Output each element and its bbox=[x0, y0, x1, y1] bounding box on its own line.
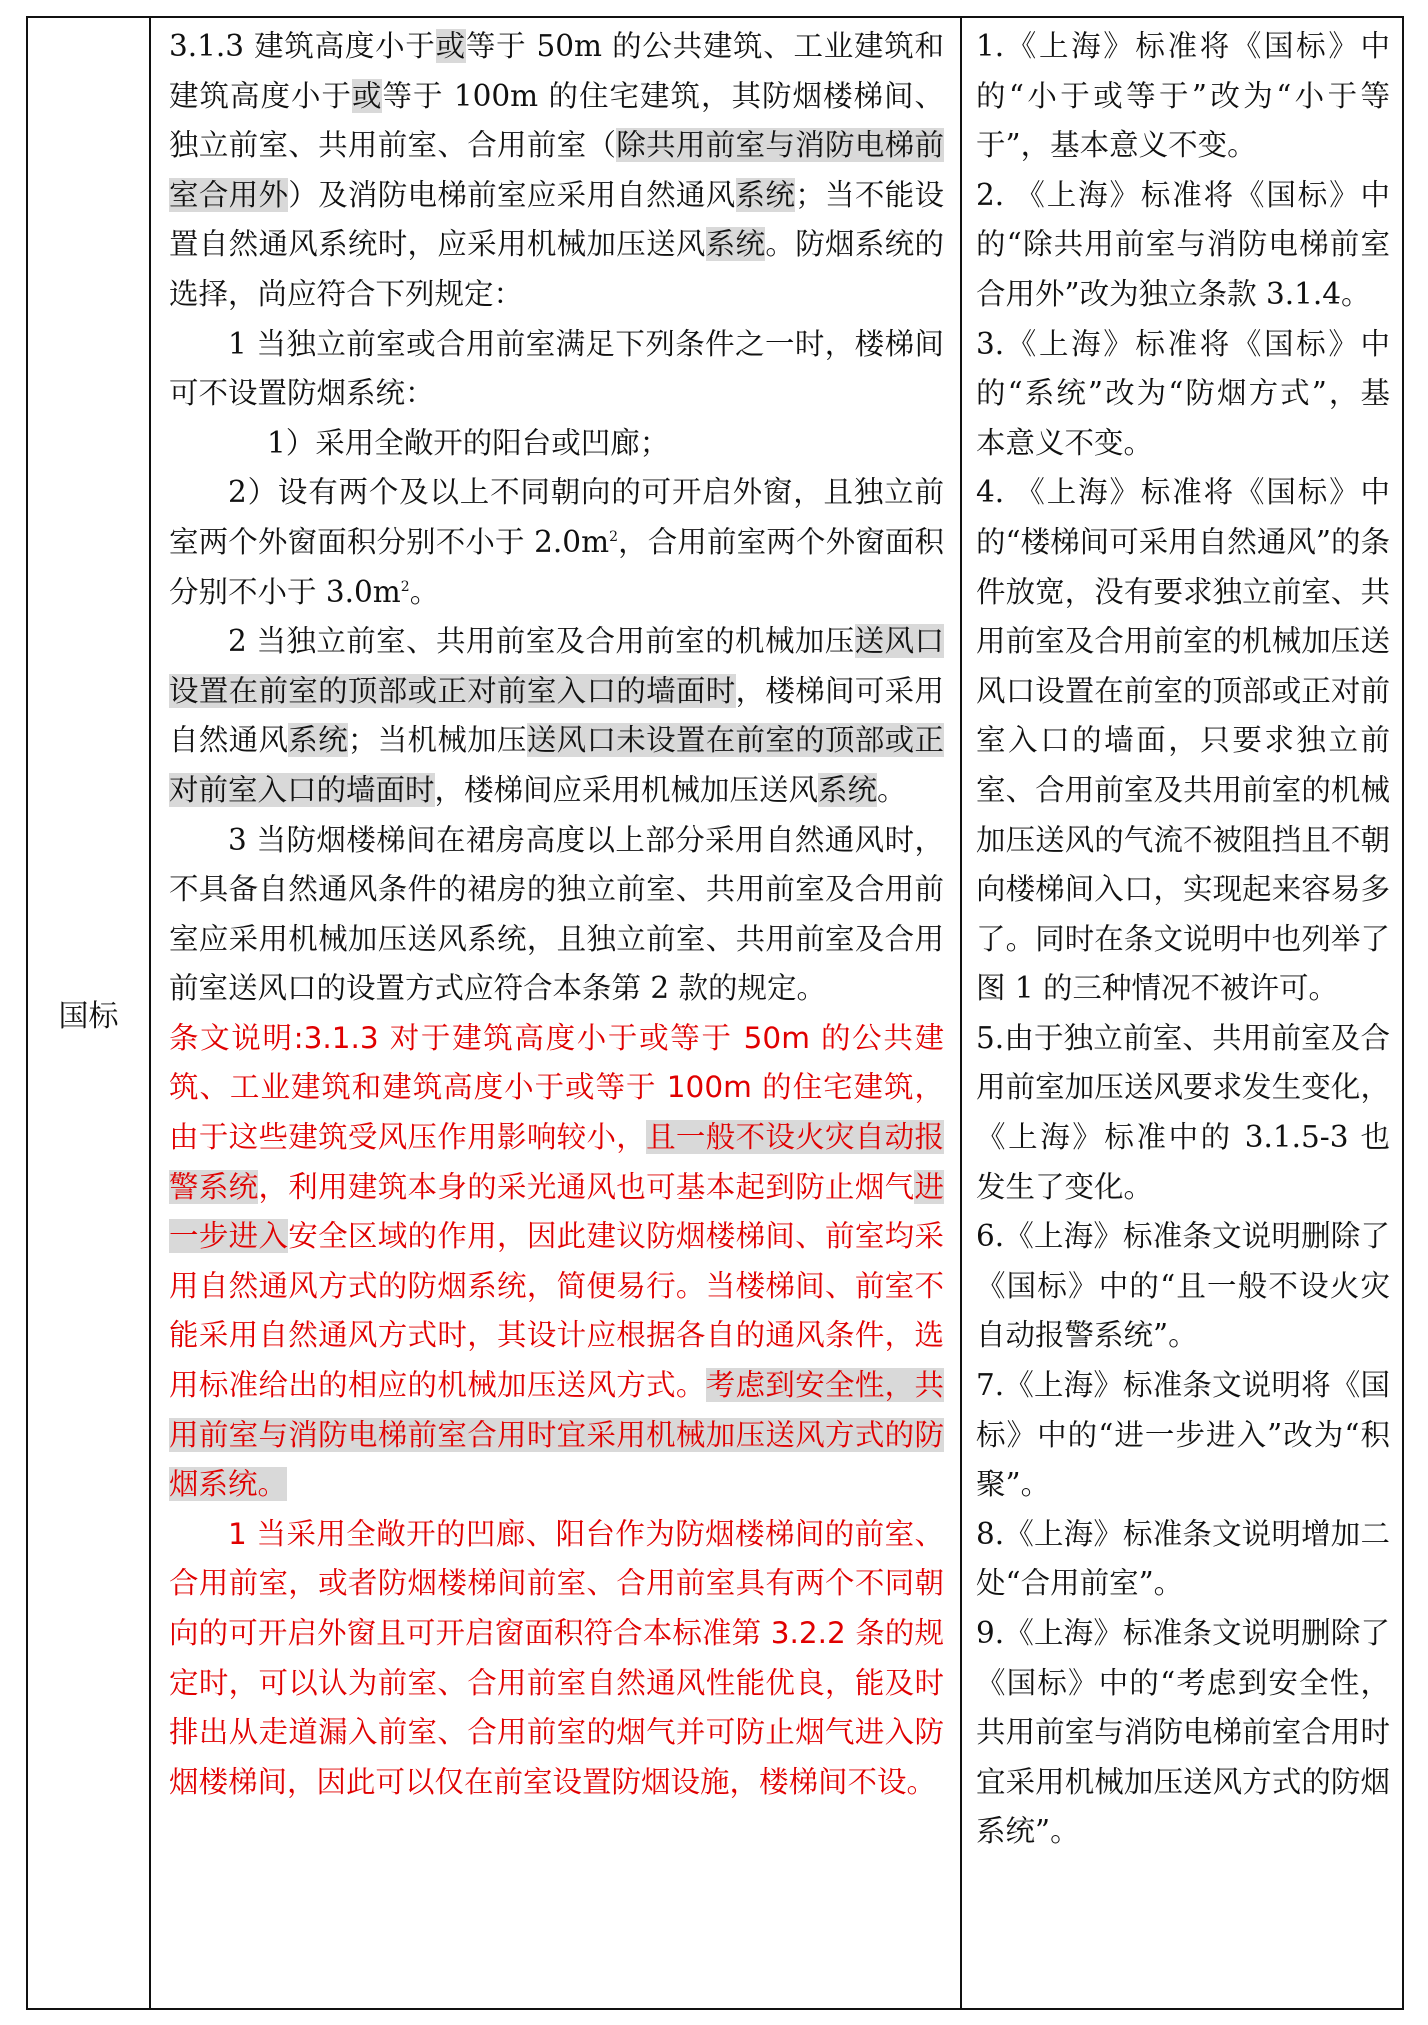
text-run: 等于 50m 的公共建筑、工业建筑和建筑高度小于 bbox=[169, 29, 944, 113]
standard-text-cell bbox=[151, 18, 962, 2008]
clause-item-1-2: 2）设有两个及以上不同朝向的可开启外窗，且独立前室两个外窗面积分别不小于 $2.0m^2$，合用前室两个外窗面积分别不小于 $3.0m^2$。 bbox=[169, 475, 944, 609]
clause-explanation-item-1: 1 当采用全敞开的凹廊、阳台作为防烟楼梯间的前室、合用前室，或者防烟楼梯间前室、合用前室具有两个不同朝向的可开启外窗且可开启窗面积符合本标准第 3.2.2 条的规定时，可以认为前室、合用前室自然通风性能优良，能及时排出从走道漏入前室、合用前室的烟气并可防止烟气进入防烟楼梯间，因此可以仅在前室设置防烟设施，楼梯间不设。 bbox=[169, 1516, 944, 1799]
note-item: 8.《上海》标准条文说明增加二处“合用前室”。 bbox=[976, 1516, 1390, 1601]
highlighted-text: 且一般不设火灾自动报警系统 bbox=[169, 1120, 944, 1204]
row-label: 国标 bbox=[58, 999, 119, 1034]
row-label-cell bbox=[28, 18, 151, 2008]
highlighted-text: 除共用前室与消防电梯前室合用外 bbox=[169, 128, 944, 212]
text-run: 安全区域的作用，因此建议防烟楼梯间、前室均采用自然通风方式的防烟系统，简便易行。当楼梯间、前室不能采用自然通风方式时，其设计应根据各自的通风条件，选用标准给出的相应的机械加压送风方式。 bbox=[169, 1219, 944, 1403]
highlighted-text: 系统 bbox=[818, 772, 878, 807]
clause-item-3: 3 当防烟楼梯间在裙房高度以上部分采用自然通风时，不具备自然通风条件的裙房的独立前室、共用前室及合用前室应采用机械加压送风系统，且独立前室、共用前室及合用前室送风口的设置方式应符合本条第 2 款的规定。 bbox=[169, 822, 944, 1006]
note-item: 9.《上海》标准条文说明删除了《国标》中的“考虑到安全性，共用前室与消防电梯前室合用时宜采用机械加压送风方式的防烟系统”。 bbox=[976, 1616, 1390, 1849]
note-item: 3.《上海》标准将《国标》中的“系统”改为“防烟方式”，基本意义不变。 bbox=[976, 326, 1390, 460]
comparison-table bbox=[26, 16, 1404, 2010]
note-item: 5.由于独立前室、共用前室及合用前室加压送风要求发生变化，《上海》标准中的 3.1.5-3 也发生了变化。 bbox=[976, 1020, 1390, 1204]
note-item: 7.《上海》标准条文说明将《国标》中的“进一步进入”改为“积聚”。 bbox=[976, 1368, 1390, 1502]
highlighted-text: 送风口设置在前室的顶部或正对前室入口的墙面时 bbox=[169, 624, 944, 708]
clause-item-1: 1 当独立前室或合用前室满足下列条件之一时，楼梯间可不设置防烟系统： bbox=[169, 326, 944, 411]
clause-explanation bbox=[169, 1014, 944, 1510]
highlighted-text: 送风口未设置在前室的顶部或正对前室入口的墙面时 bbox=[169, 723, 944, 807]
highlighted-text: 或 bbox=[351, 78, 383, 113]
highlighted-text: 系统 bbox=[288, 723, 348, 758]
clause-3-1-3 bbox=[169, 22, 944, 320]
text-run: ）及消防电梯前室应采用自然通风 bbox=[288, 177, 736, 212]
text-run: 。防烟系统的选择，尚应符合下列规定： bbox=[169, 227, 944, 311]
text-run: 2 当独立前室、共用前室及合用前室的机械加压 bbox=[228, 624, 855, 659]
highlighted-text: 进一步进入 bbox=[169, 1169, 944, 1254]
notes-cell bbox=[962, 18, 1402, 2008]
note-item: 2. 《上海》标准将《国标》中的“除共用前室与消防电梯前室合用外”改为独立条款 3.1.4。 bbox=[976, 177, 1390, 311]
text-run: ，楼梯间应采用机械加压送风 bbox=[434, 772, 819, 807]
text-run: 3.1.3 建筑高度小于 bbox=[169, 29, 436, 63]
highlighted-text: 或 bbox=[435, 29, 466, 63]
note-item: 1.《上海》标准将《国标》中的“小于或等于”改为“小于等于”，基本意义不变。 bbox=[976, 29, 1390, 163]
note-item: 6.《上海》标准条文说明删除了《国标》中的“且一般不设火灾自动报警系统”。 bbox=[976, 1219, 1390, 1353]
highlighted-text: 系统 bbox=[705, 227, 766, 262]
highlighted-text: 系统 bbox=[735, 177, 796, 212]
clause-item-1-1: 1）采用全敞开的阳台或凹廊； bbox=[267, 425, 670, 460]
text-run: ；当不能设置自然通风系统时，应采用机械加压送风 bbox=[169, 177, 944, 262]
text-run: ；当机械加压 bbox=[347, 723, 527, 758]
clause-item-2 bbox=[169, 617, 944, 815]
text-run: 条文说明:3.1.3 对于建筑高度小于或等于 50m 的公共建筑、工业建筑和建筑高度小于或等于 100m 的住宅建筑，由于这些建筑受风压作用影响较小， bbox=[169, 1020, 944, 1155]
text-run: ，楼梯间可采用自然通风 bbox=[169, 673, 944, 758]
note-item: 4. 《上海》标准将《国标》中的“楼梯间可采用自然通风”的条件放宽，没有要求独立前室、共用前室及合用前室的机械加压送风口设置在前室的顶部或正对前室入口的墙面，只要求独立前室、合用前室及共用前室的机械加压送风的气流不被阻挡且不朝向楼梯间入口，实现起来容易多了。同时在条文说明中也列举了图 1 的三种情况不被许可。 bbox=[976, 475, 1390, 1006]
highlighted-text: 考虑到安全性，共用前室与消防电梯前室合用时宜采用机械加压送风方式的防烟系统。 bbox=[169, 1368, 944, 1502]
text-run: ，利用建筑本身的采光通风也可基本起到防止烟气 bbox=[258, 1169, 915, 1204]
text-run: 等于 100m 的住宅建筑，其防烟楼梯间、独立前室、共用前室、合用前室（ bbox=[169, 78, 944, 163]
text-run: 。 bbox=[877, 772, 907, 807]
